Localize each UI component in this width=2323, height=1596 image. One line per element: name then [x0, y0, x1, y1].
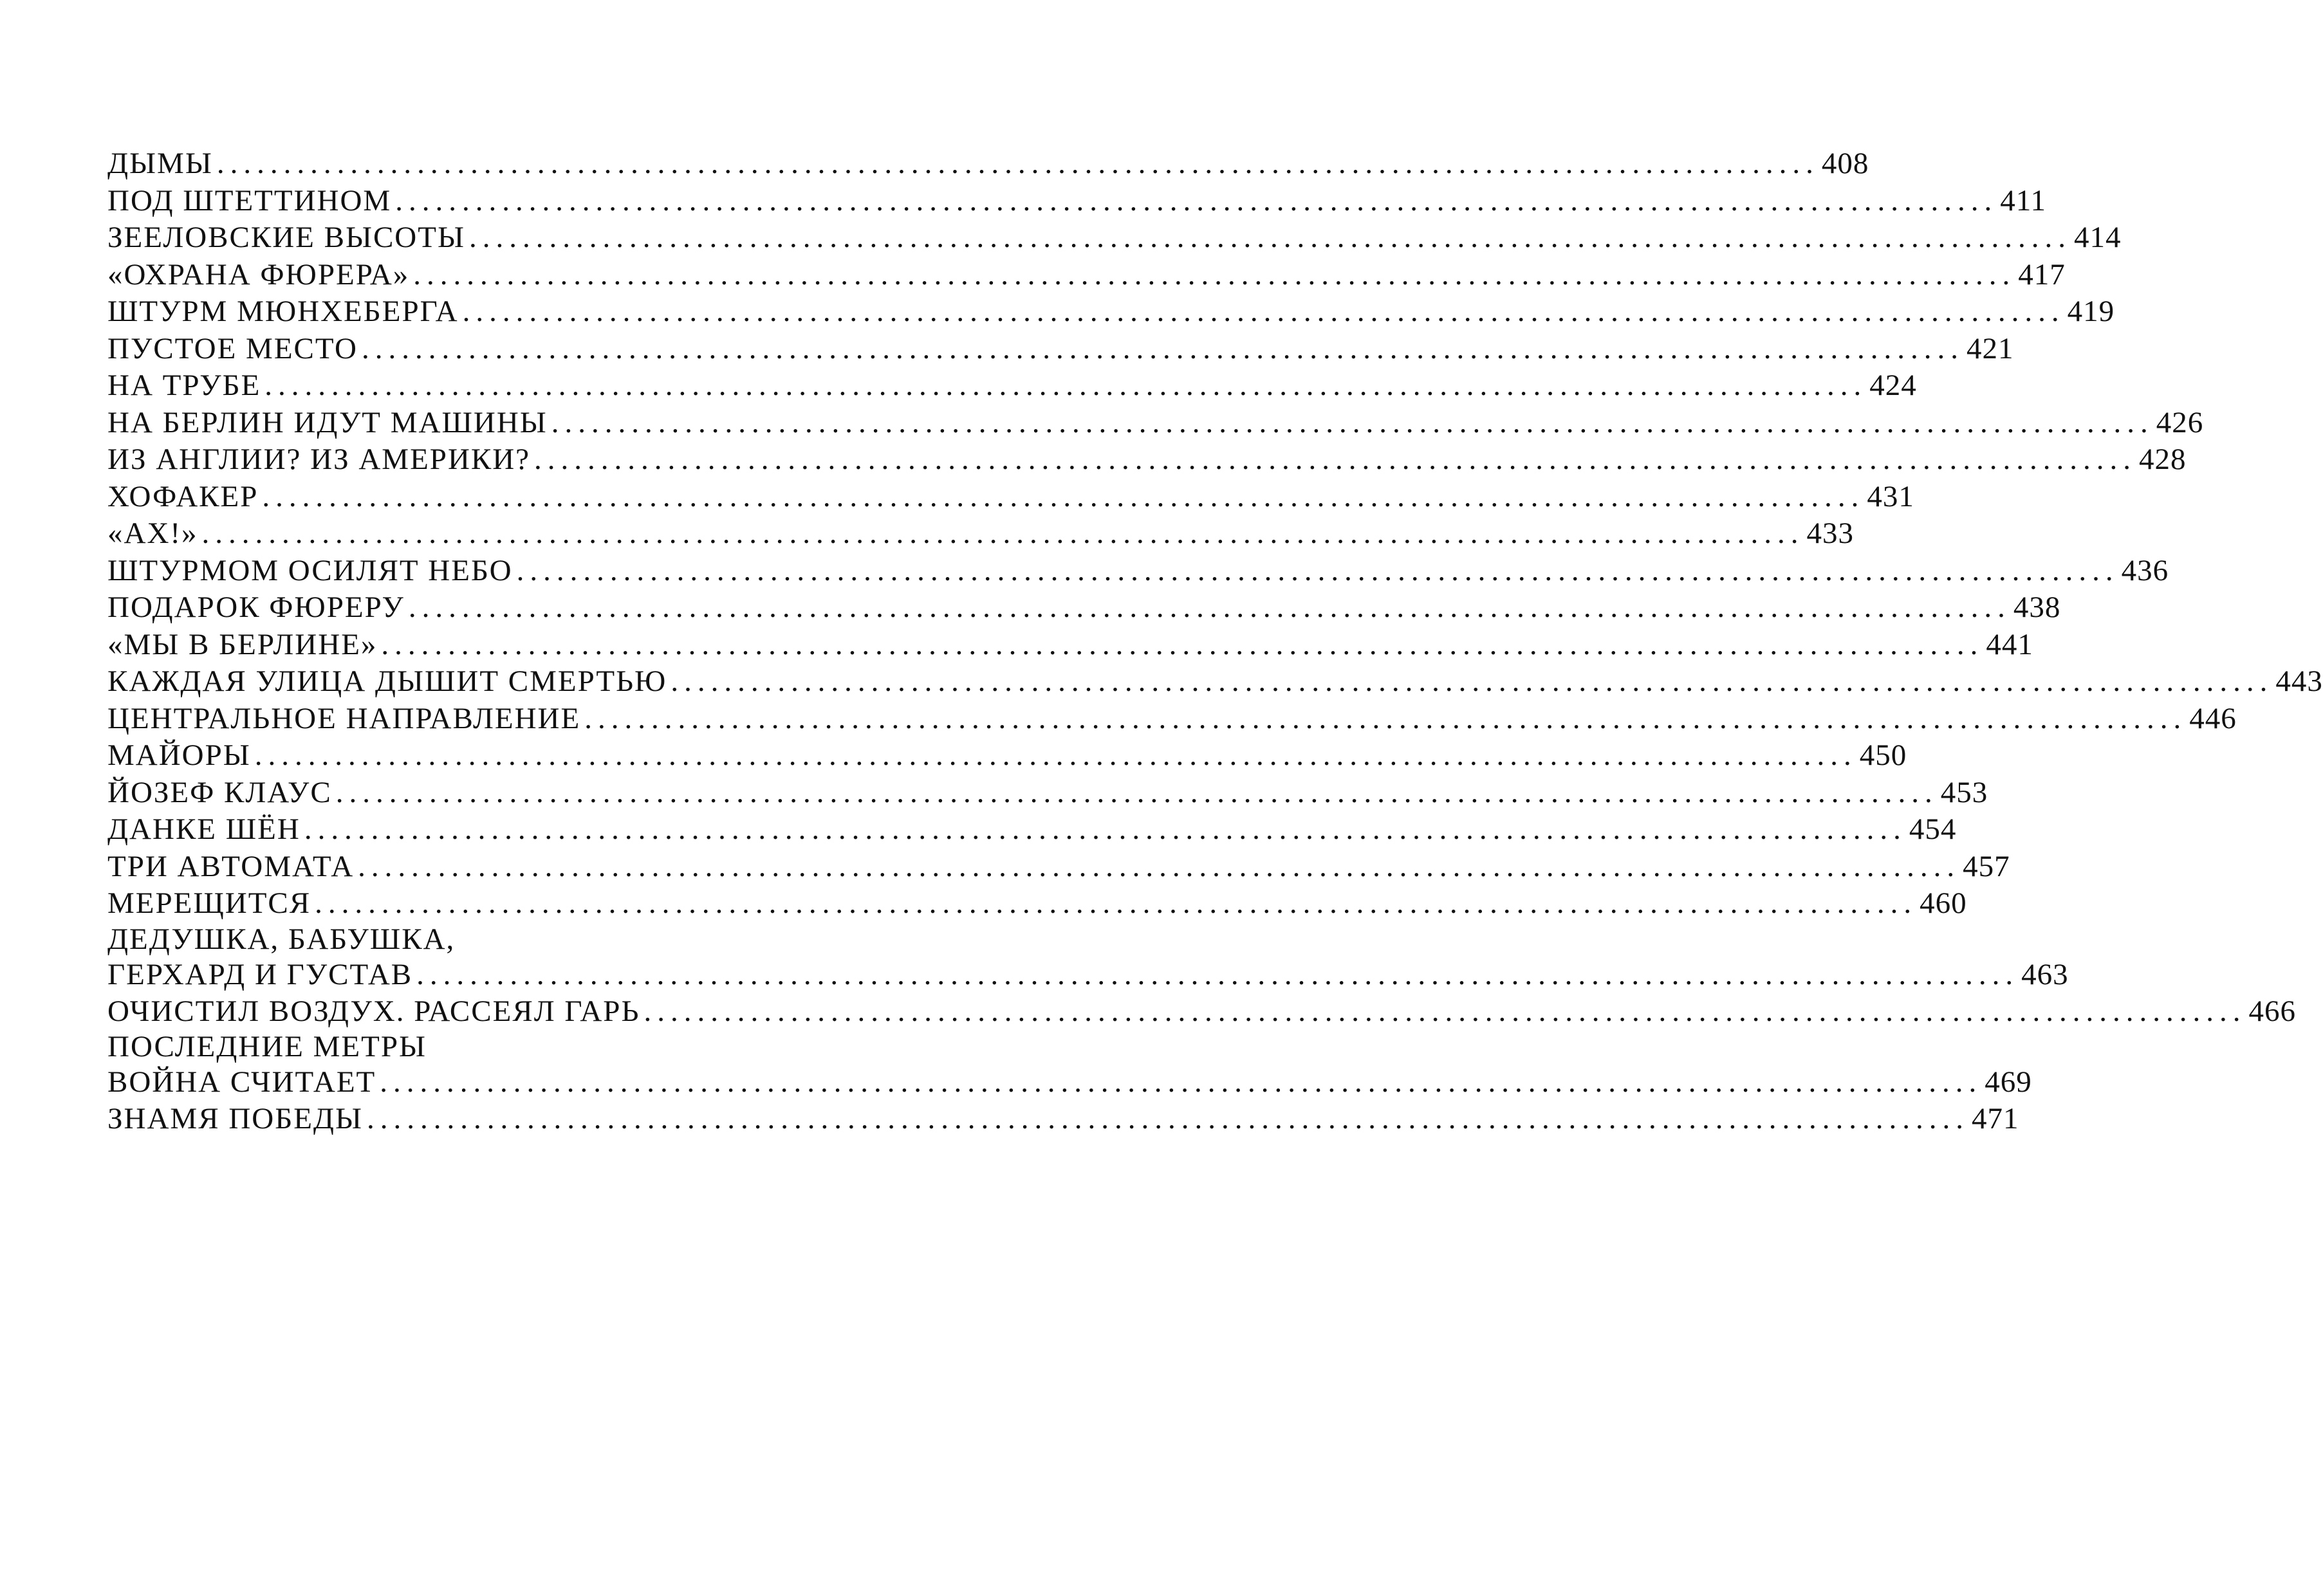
toc-entry — [107, 811, 1957, 848]
toc-entry-page-number: 463 — [2021, 957, 2069, 991]
toc-entry-title: ЙОЗЕФ КЛАУС — [107, 775, 332, 809]
toc-entry-page-number: 426 — [2156, 405, 2204, 439]
toc-entry — [107, 922, 2069, 993]
table-of-contents — [107, 145, 2323, 1138]
toc-entry — [107, 589, 2061, 627]
toc-entry-page-number: 450 — [1859, 738, 1907, 772]
toc-entry — [107, 848, 2010, 886]
toc-entry-page-number: 433 — [1806, 517, 1855, 550]
dot-leader: ........................................................................................................................ — [304, 812, 1907, 846]
toc-entry — [107, 257, 2066, 294]
dot-leader: ........................................................................................................................ — [254, 738, 1857, 772]
toc-entry-page-number: 443 — [2275, 665, 2323, 698]
toc-entry-page-number: 414 — [2073, 221, 2122, 254]
toc-entry-title: ШТУРМ МЮНХЕБЕРГА — [107, 295, 459, 328]
dot-leader: ........................................................................................................................ — [462, 295, 2065, 328]
toc-entry-title: ОЧИСТИЛ ВОЗДУХ. РАССЕЯЛ ГАРЬ — [107, 994, 640, 1028]
toc-entry — [107, 515, 1855, 553]
toc-entry-title: МЕРЕЩИТСЯ — [107, 886, 311, 920]
toc-entry-title: ИЗ АНГЛИИ? ИЗ АМЕРИКИ? — [107, 443, 531, 476]
toc-entry-page-number: 419 — [2067, 295, 2115, 328]
toc-entry-page-number: 441 — [1986, 627, 2033, 661]
toc-entry — [107, 441, 2187, 479]
dot-leader: ........................................................................................................................ — [584, 701, 2187, 735]
toc-entry-title-line1: ДЕДУШКА, БАБУШКА, — [107, 922, 456, 956]
toc-entry — [107, 219, 2122, 257]
toc-entry — [107, 737, 1907, 775]
toc-entry — [107, 775, 1988, 812]
toc-entry — [107, 183, 2046, 220]
dot-leader: ........................................................................................................................ — [416, 957, 2019, 991]
toc-entry — [107, 627, 2033, 664]
toc-entry — [107, 145, 1869, 183]
dot-leader: ........................................................................................................................ — [534, 443, 2137, 476]
toc-entry-page-number: 454 — [1909, 812, 1957, 846]
toc-entry-title: ХОФАКЕР — [107, 479, 259, 513]
toc-entry-page-number: 428 — [2139, 443, 2187, 476]
dot-leader: ........................................................................................................................ — [408, 591, 2011, 624]
toc-entry-title: «АХ!» — [107, 517, 198, 550]
dot-leader: ........................................................................................................................ — [361, 331, 1964, 365]
dot-leader: ........................................................................................................................ — [264, 369, 1867, 402]
toc-entry-title: ДЫМЫ — [107, 147, 213, 180]
toc-entry-page-number: 460 — [1920, 886, 1967, 920]
toc-entry-title: «ОХРАНА ФЮРЕРА» — [107, 257, 410, 291]
dot-leader: ........................................................................................................................ — [216, 147, 1819, 180]
toc-entry-title: ПОДАРОК ФЮРЕРУ — [107, 591, 405, 624]
toc-entry-title: «МЫ В БЕРЛИНЕ» — [107, 627, 378, 661]
dot-leader: ........................................................................................................................ — [380, 1065, 1983, 1099]
toc-entry-page-number: 471 — [1971, 1102, 2019, 1135]
dot-leader: ........................................................................................................................ — [468, 221, 2071, 254]
toc-entry-page-number: 436 — [2121, 553, 2169, 587]
dot-leader: ........................................................................................................................ — [551, 405, 2154, 439]
toc-entry-title: МАЙОРЫ — [107, 738, 251, 772]
toc-entry-title: ДАНКЕ ШЁН — [107, 812, 301, 846]
toc-entry-page-number: 408 — [1821, 147, 1869, 180]
toc-entry-title: НА ТРУБЕ — [107, 369, 261, 402]
toc-entry-title: НА БЕРЛИН ИДУТ МАШИНЫ — [107, 405, 548, 439]
toc-entry-page-number: 438 — [2013, 591, 2061, 624]
toc-entry-title: ГЕРХАРД И ГУСТАВ — [107, 957, 413, 991]
toc-entry — [107, 663, 2323, 701]
toc-entry-page-number: 453 — [1940, 775, 1988, 809]
toc-entry-title: ПУСТОЕ МЕСТО — [107, 331, 358, 365]
toc-entry — [107, 701, 2237, 738]
toc-entry — [107, 331, 2014, 368]
toc-entry-title: КАЖДАЯ УЛИЦА ДЫШИТ СМЕРТЬЮ — [107, 665, 667, 698]
toc-entry — [107, 993, 2296, 1031]
dot-leader: ........................................................................................................................ — [358, 849, 1961, 883]
toc-entry — [107, 479, 1914, 516]
dot-leader: ........................................................................................................................ — [315, 886, 1918, 920]
toc-entry-page-number: 431 — [1867, 479, 1914, 513]
toc-entry-title: ЗЕЕЛОВСКИЕ ВЫСОТЫ — [107, 221, 465, 254]
toc-entry-title: ШТУРМОМ ОСИЛЯТ НЕБО — [107, 553, 513, 587]
dot-leader: ........................................................................................................................ — [335, 775, 1938, 809]
toc-entry-title: ВОЙНА СЧИТАЕТ — [107, 1065, 376, 1099]
dot-leader: ........................................................................................................................ — [516, 553, 2119, 587]
dot-leader: ........................................................................................................................ — [643, 994, 2246, 1028]
toc-entry — [107, 1030, 2032, 1101]
toc-entry-page-number: 424 — [1869, 369, 1917, 402]
toc-entry-page-number: 457 — [1963, 849, 2010, 883]
toc-entry-page-number: 466 — [2248, 994, 2296, 1028]
toc-entry-title: ПОД ШТЕТТИНОМ — [107, 183, 392, 217]
toc-entry-title: ЦЕНТРАЛЬНОЕ НАПРАВЛЕНИЕ — [107, 701, 581, 735]
toc-entry — [107, 1101, 2019, 1138]
dot-leader: ........................................................................................................................ — [201, 517, 1804, 550]
toc-entry-title: ТРИ АВТОМАТА — [107, 849, 355, 883]
toc-entry-title: ЗНАМЯ ПОБЕДЫ — [107, 1102, 363, 1135]
toc-entry-page-number: 446 — [2189, 701, 2237, 735]
toc-entry — [107, 405, 2204, 442]
toc-entry — [107, 367, 1917, 405]
toc-entry-page-number: 469 — [1985, 1065, 2032, 1099]
toc-entry — [107, 885, 1967, 922]
dot-leader: ........................................................................................................................ — [262, 479, 1865, 513]
toc-entry-page-number: 417 — [2018, 257, 2066, 291]
toc-entry — [107, 293, 2115, 331]
dot-leader: ........................................................................................................................ — [413, 257, 2016, 291]
dot-leader: ........................................................................................................................ — [395, 183, 1998, 217]
dot-leader: ........................................................................................................................ — [381, 627, 1984, 661]
dot-leader: ........................................................................................................................ — [366, 1102, 1969, 1135]
dot-leader: ........................................................................................................................ — [671, 665, 2273, 698]
toc-entry — [107, 553, 2169, 590]
toc-entry-title-line1: ПОСЛЕДНИЕ МЕТРЫ — [107, 1030, 427, 1063]
toc-entry-page-number: 411 — [2000, 183, 2046, 217]
toc-entry-page-number: 421 — [1966, 331, 2014, 365]
